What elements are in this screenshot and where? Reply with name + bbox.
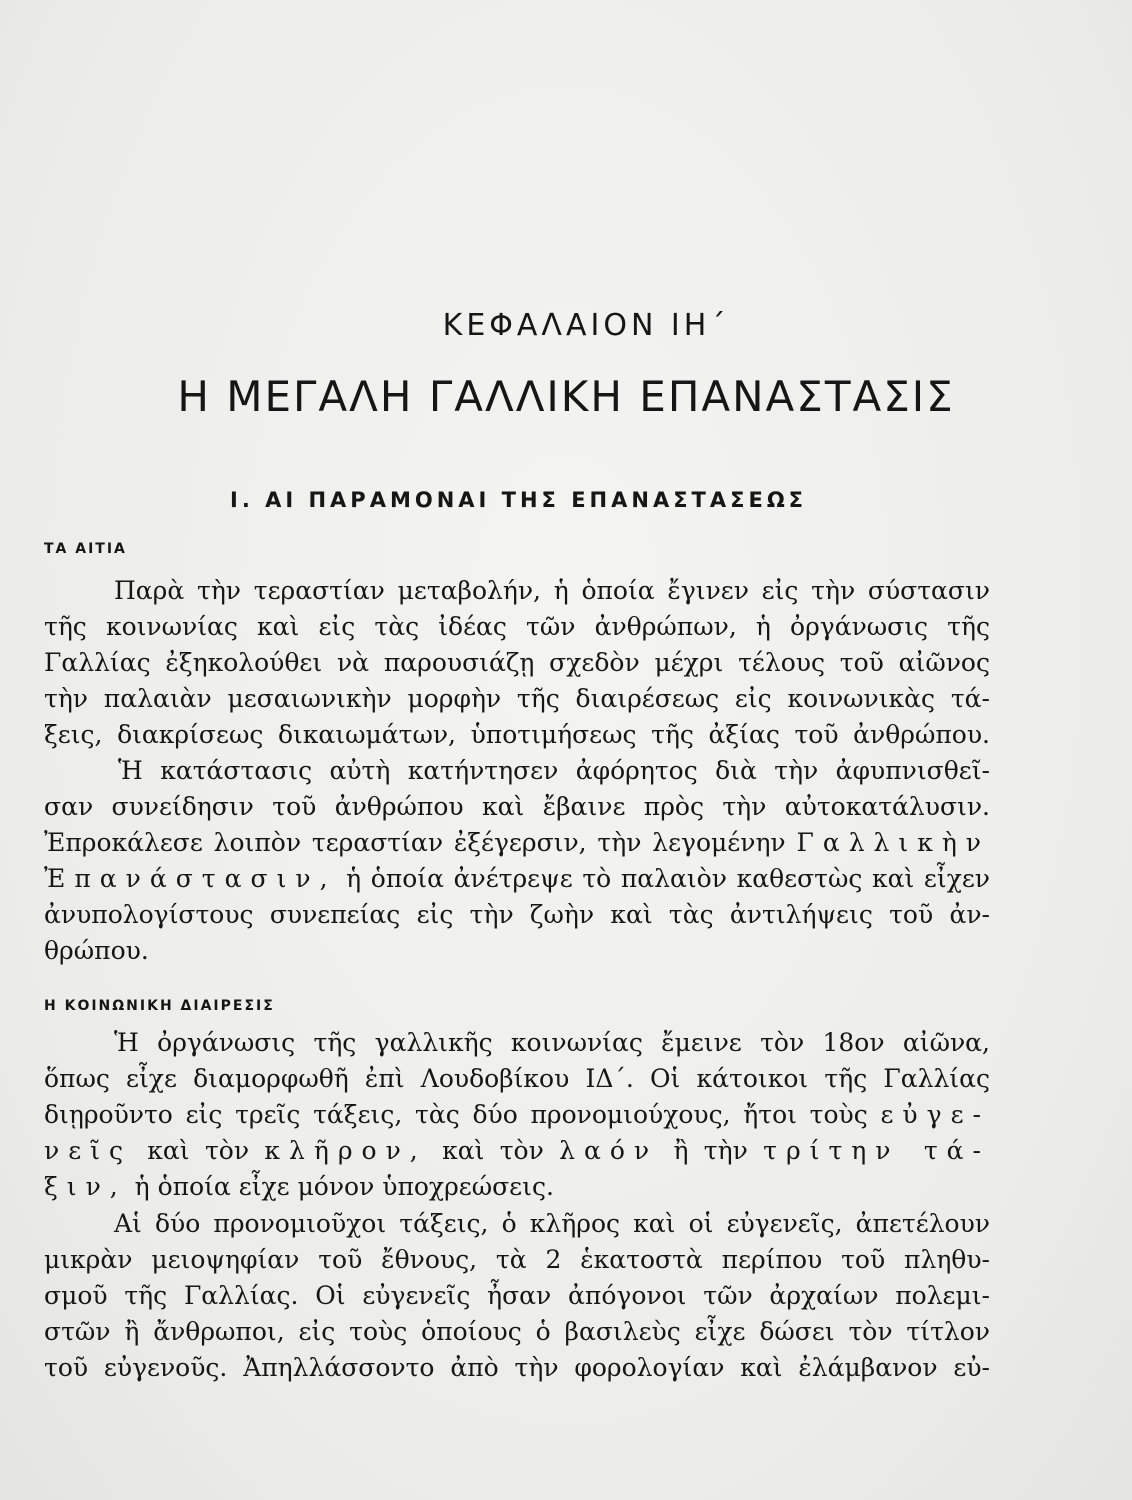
chapter-title: Η ΜΕΓΑΛΗ ΓΑΛΛΙΚΗ ΕΠΑΝΑΣΤΑΣΙΣ [177, 372, 955, 421]
text-line-composite [44, 861, 990, 897]
text-fragment: ἡ ὁποία εἶχε μόνον ὑποχρεώσεις. [134, 1172, 554, 1201]
text-line: στῶν ἢ ἄνθρωποι, εἰς τοὺς ὁποίους ὁ βασιλεὺς εἶχε δώσει τὸν τίτλον [44, 1317, 990, 1346]
emphasized-term: κλῆρον, [264, 1136, 427, 1165]
text-line: Παρὰ τὴν τεραστίαν μεταβολήν, ἡ ὁποία ἔγινεν εἰς τὴν σύστασιν [114, 576, 990, 605]
text-line: Ἡ ὀργάνωσις τῆς γαλλικῆς κοινωνίας ἔμεινε τὸν 18ον αἰῶνα, [114, 1028, 990, 1057]
emphasized-term: νεῖς [44, 1136, 132, 1165]
text-line: ξεις, διακρίσεως δικαιωμάτων, ὑποτιμήσεως τῆς ἀξίας τοῦ ἀνθρώπου. [44, 720, 990, 749]
text-line: τοῦ εὐγενοῦς. Ἀπηλλάσσοντο ἀπὸ τὴν φορολογίαν καὶ ἐλάμβανον εὐ- [44, 1353, 990, 1382]
text-line: Γαλλίας ἐξηκολούθει νὰ παρουσιάζῃ σχεδὸν μέχρι τέλους τοῦ αἰῶνος [44, 648, 990, 677]
paragraph-privileged-classes [44, 1206, 990, 1386]
paragraph-social-division [44, 1025, 990, 1205]
text-line: θρώπου. [44, 936, 149, 965]
text-fragment: καὶ τὸν [442, 1136, 544, 1165]
text-fragment: ἡ ὁποία ἀνέτρεψε τὸ παλαιὸν καθεστὼς καὶ εἶχεν [346, 864, 990, 893]
emphasized-term: τρίτην τά- [763, 1136, 990, 1165]
text-line-composite [44, 1133, 990, 1169]
emphasized-term: Ἐπανάστασιν, [44, 864, 337, 893]
text-line: σμοῦ τῆς Γαλλίας. Οἱ εὐγενεῖς ἦσαν ἀπόγονοι τῶν ἀρχαίων πολεμι- [44, 1281, 990, 1310]
text-line-composite [44, 1097, 990, 1133]
subsection-heading-social-division: Η ΚΟΙΝΩΝΙΚΗ ΔΙΑΙΡΕΣΙΣ [44, 998, 275, 1014]
emphasized-term: ξιν, [44, 1172, 127, 1201]
text-line-composite [44, 1169, 990, 1205]
text-line: Αἱ δύο προνομιοῦχοι τάξεις, ὁ κλῆρος καὶ οἱ εὐγενεῖς, ἀπετέλουν [114, 1209, 990, 1238]
chapter-label: ΚΕΦΑΛΑΙΟΝ ΙΗ΄ [442, 308, 730, 343]
section-heading: Ι. ΑΙ ΠΑΡΑΜΟΝΑΙ ΤΗΣ ΕΠΑΝΑΣΤΑΣΕΩΣ [230, 488, 808, 512]
text-line: ὅπως εἶχε διαμορφωθῆ ἐπὶ Λουδοβίκου ΙΔ΄. Οἱ κάτοικοι τῆς Γαλλίας [44, 1064, 990, 1093]
emphasized-term: εὐγε- [880, 1100, 990, 1129]
text-line: τῆς κοινωνίας καὶ εἰς τὰς ἰδέας τῶν ἀνθρώπων, ἡ ὀργάνωσις τῆς [44, 612, 990, 641]
text-line: σαν συνείδησιν τοῦ ἀνθρώπου καὶ ἔβαινε πρὸς τὴν αὐτοκατάλυσιν. [44, 792, 990, 821]
emphasized-term: Γαλλικὴν [796, 828, 991, 857]
text-fragment: διῃροῦντο εἰς τρεῖς τάξεις, τὰς δύο προνομιούχους, ἤτοι τοὺς [44, 1100, 868, 1129]
paragraph-causes [44, 573, 990, 969]
text-fragment: καὶ τὸν [147, 1136, 250, 1165]
text-line: μικρὰν μειοψηφίαν τοῦ ἔθνους, τὰ 2 ἑκατοστὰ περίπου τοῦ πληθυ- [44, 1245, 990, 1274]
text-line-composite [44, 825, 990, 861]
text-line: τὴν παλαιὰν μεσαιωνικὴν μορφὴν τῆς διαιρέσεως εἰς κοινωνικὰς τά- [44, 684, 990, 713]
text-line: ἀνυπολογίστους συνεπείας εἰς τὴν ζωὴν καὶ τὰς ἀντιλήψεις τοῦ ἀν- [44, 900, 990, 929]
text-fragment: ἢ τὴν [673, 1136, 748, 1165]
emphasized-term: λαόν [559, 1136, 659, 1165]
subsection-heading-causes: ΤΑ ΑΙΤΙΑ [44, 541, 127, 557]
text-line: Ἡ κατάστασις αὐτὴ κατήντησεν ἀφόρητος διὰ τὴν ἀφυπνισθεῖ- [118, 756, 990, 785]
text-fragment: Ἐπροκάλεσε λοιπὸν τεραστίαν ἐξέγερσιν, τὴν λεγομένην [44, 828, 786, 857]
